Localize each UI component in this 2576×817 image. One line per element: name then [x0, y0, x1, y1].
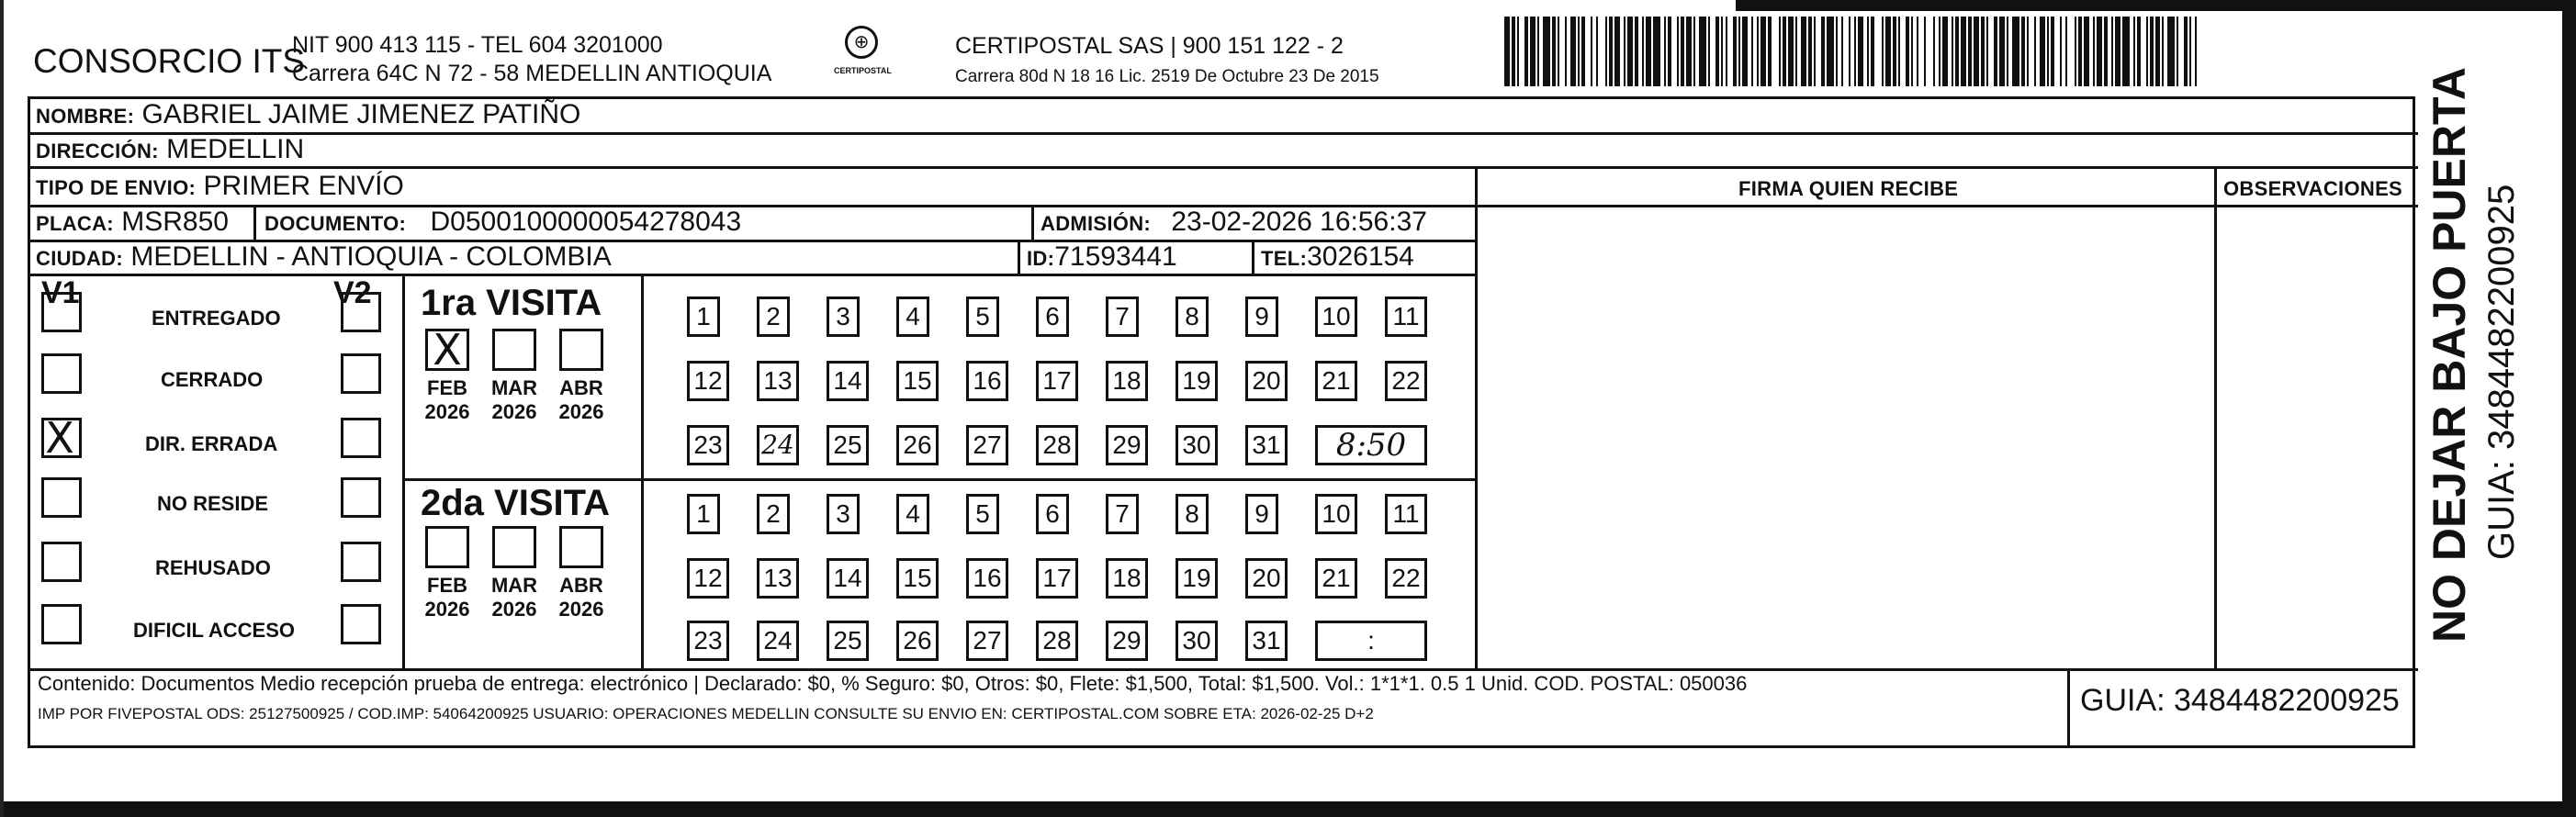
contenido-text: Contenido: Documentos Medio recepción prueba de entrega: electrónico | Declarado: $0, % Seguro: $0, Otros: $0, Flete: $1,500, Total: $1,500. Vol.: 1*1*1. 0.5 1 Unid. COD. POSTAL: 050036 [38, 672, 1748, 695]
month-name: ABR [559, 574, 603, 597]
row-divider [1475, 205, 2418, 207]
month-checkbox[interactable] [559, 526, 603, 568]
check-mark-icon: X [433, 325, 462, 375]
second-visit-day[interactable]: 21 [1315, 558, 1357, 599]
footer-divider [30, 668, 2418, 671]
first-visit-day[interactable]: 21 [1315, 361, 1357, 401]
second-visit-time[interactable]: : [1315, 621, 1427, 661]
barcode-gap [1598, 17, 1605, 86]
company-name: CONSORCIO ITS [33, 42, 306, 80]
second-visit-day[interactable]: 9 [1245, 494, 1278, 534]
v1-header: V1 [41, 275, 80, 310]
month-label [415, 376, 479, 424]
first-visit-day[interactable]: 5 [966, 297, 999, 337]
second-visit-day[interactable]: 15 [896, 558, 939, 599]
v1-checkbox[interactable] [41, 542, 82, 582]
status-label: NO RESIDE [157, 492, 269, 515]
second-visit-day[interactable]: 29 [1106, 621, 1148, 661]
direccion-value: MEDELLIN [166, 134, 305, 164]
header [0, 0, 2443, 96]
frame-edge-right [2562, 9, 2576, 817]
admision-value: 23-02-2026 16:56:37 [1171, 207, 1427, 237]
first-visit-time[interactable]: 8:50 [1315, 425, 1427, 465]
first-visit-day[interactable]: 10 [1315, 297, 1357, 337]
second-visit-day[interactable]: 16 [966, 558, 1008, 599]
first-visit-day[interactable]: 20 [1245, 361, 1288, 401]
first-visit-day[interactable]: 1 [687, 297, 720, 337]
firma-col-divider [1475, 166, 1478, 668]
barcode-bar [1543, 17, 1550, 86]
id-value: 71593441 [1054, 241, 1177, 272]
certipostal-info [955, 31, 1379, 92]
barcode-gap [1874, 17, 1882, 86]
first-visit-day[interactable]: 11 [1385, 297, 1427, 337]
month-divider [641, 274, 644, 668]
barcode-bar [1699, 17, 1706, 86]
second-visit-day[interactable]: 22 [1385, 558, 1427, 599]
second-visit-day[interactable]: 20 [1245, 558, 1288, 599]
month-year: 2026 [424, 400, 470, 423]
frame-edge-left [0, 0, 4, 817]
first-visit-day[interactable]: 23 [687, 425, 729, 465]
v1-checkbox[interactable] [41, 292, 82, 332]
logo-icon: ⊕ [845, 26, 878, 59]
v2-checkbox[interactable] [341, 604, 381, 644]
observaciones-label: OBSERVACIONES [2223, 177, 2403, 200]
placa-field [36, 207, 229, 238]
placa-divider [253, 205, 256, 240]
month-name: MAR [490, 376, 538, 399]
second-visit-day[interactable]: 24 [757, 621, 799, 661]
frame-edge-bottom [0, 801, 2576, 817]
id-label: ID: [1027, 247, 1055, 270]
first-visit-day[interactable]: 13 [757, 361, 799, 401]
certi-sub: Carrera 80d N 18 16 Lic. 2519 De Octubre 23 De 2015 [955, 67, 1379, 86]
second-visit-day[interactable]: 12 [687, 558, 729, 599]
v2-checkbox[interactable] [341, 542, 381, 582]
month-label [482, 574, 546, 621]
nombre-value: GABRIEL JAIME JIMENEZ PATIÑO [141, 99, 581, 129]
no-dejar-warning: NO DEJAR BAJO PUERTA [2424, 67, 2475, 643]
second-visit-day[interactable]: 11 [1385, 494, 1427, 534]
month-year: 2026 [424, 598, 470, 621]
month-name: ABR [559, 376, 603, 399]
first-visit-day[interactable]: 25 [827, 425, 869, 465]
first-visit-day[interactable]: 7 [1106, 297, 1139, 337]
v2-checkbox[interactable] [341, 418, 381, 458]
month-label [549, 376, 613, 424]
second-visit-day[interactable]: 4 [896, 494, 929, 534]
nombre-label: NOMBRE: [36, 105, 135, 128]
month-year: 2026 [558, 400, 604, 423]
v2-header: V2 [333, 275, 372, 310]
imp-text: IMP POR FIVEPOSTAL ODS: 25127500925 / COD.IMP: 54064200925 USUARIO: OPERACIONES MEDELLIN CONSULTE SU ENVIO EN: CERTIPOSTAL.COM SOBRE ETA: 2026-02-25 D+2 [38, 705, 1374, 722]
id-field [1027, 241, 1177, 273]
first-visit-day[interactable]: 2 [757, 297, 790, 337]
second-visit-day[interactable]: 30 [1176, 621, 1218, 661]
barcode-gap [2197, 17, 2202, 86]
ciudad-field [36, 241, 612, 273]
documento-value: D0500100000054278043 [430, 207, 742, 237]
v1-checkbox[interactable] [41, 353, 82, 394]
first-visit-day[interactable]: 29 [1106, 425, 1148, 465]
barcode-bar [1653, 17, 1660, 86]
barcode-gap [1926, 17, 1933, 86]
ciudad-label: CIUDAD: [36, 247, 123, 270]
second-visit-day[interactable]: 10 [1315, 494, 1357, 534]
second-visit-title: 2da VISITA [421, 483, 610, 523]
visit-divider [402, 478, 1475, 481]
first-visit-day[interactable]: 28 [1036, 425, 1078, 465]
second-visit-day[interactable]: 26 [896, 621, 939, 661]
direccion-label: DIRECCIÓN: [36, 140, 159, 162]
footer-guia: GUIA: 3484482200925 [2080, 683, 2400, 718]
barcode [1504, 17, 2202, 86]
second-visit-day[interactable]: 5 [966, 494, 999, 534]
barcode-gap [1772, 17, 1779, 86]
month-name: MAR [490, 574, 538, 597]
direccion-field [36, 134, 304, 165]
status-label: CERRADO [161, 368, 264, 391]
second-visit-day[interactable]: 31 [1245, 621, 1288, 661]
second-visit-day[interactable]: 25 [827, 621, 869, 661]
first-visit-day[interactable]: 30 [1176, 425, 1218, 465]
obs-col-divider [2214, 166, 2217, 668]
v2-checkbox[interactable] [341, 353, 381, 394]
documento-field [264, 207, 741, 238]
status-label: REHUSADO [155, 556, 271, 579]
tel-divider [1252, 240, 1254, 274]
second-visit-day[interactable]: 8 [1176, 494, 1209, 534]
guia-divider [2067, 668, 2070, 748]
second-visit-day[interactable]: 27 [966, 621, 1008, 661]
first-visit-title: 1ra VISITA [421, 283, 602, 323]
barcode-bar [2122, 17, 2130, 86]
address-line: Carrera 64C N 72 - 58 MEDELLIN ANTIOQUIA [292, 61, 772, 86]
second-visit-day[interactable]: 7 [1106, 494, 1139, 534]
second-visit-day[interactable]: 2 [757, 494, 790, 534]
nit-line: NIT 900 413 115 - TEL 604 3201000 [292, 32, 663, 58]
month-name: FEB [427, 574, 467, 597]
second-visit-day[interactable]: 23 [687, 621, 729, 661]
first-visit-day[interactable]: 17 [1036, 361, 1078, 401]
placa-value: MSR850 [121, 207, 229, 237]
second-visit-day[interactable]: 18 [1106, 558, 1148, 599]
row-divider [30, 166, 2418, 169]
first-visit-day[interactable]: 24 [757, 425, 799, 465]
tipo-label: TIPO DE ENVIO: [36, 176, 197, 199]
admision-divider [1031, 205, 1034, 240]
first-visit-day[interactable]: 3 [827, 297, 860, 337]
second-visit-day[interactable]: 14 [827, 558, 869, 599]
status-divider [402, 274, 405, 668]
first-visit-day[interactable]: 16 [966, 361, 1008, 401]
second-visit-day[interactable]: 28 [1036, 621, 1078, 661]
month-checkbox[interactable] [492, 526, 536, 568]
first-visit-day[interactable]: 18 [1106, 361, 1148, 401]
v2-checkbox[interactable] [341, 292, 381, 332]
v1-checkbox[interactable] [41, 604, 82, 644]
v2-checkbox[interactable] [341, 477, 381, 518]
barcode-bar [1827, 17, 1834, 86]
side-guia: GUIA: 3484482200925 [2481, 184, 2522, 560]
barcode-gap [2067, 17, 2075, 86]
tipo-field [36, 171, 404, 202]
second-visit-day[interactable]: 6 [1036, 494, 1069, 534]
month-checkbox[interactable] [559, 329, 603, 371]
barcode-bar [2012, 17, 2019, 86]
admision-label: ADMISIÓN: [1041, 212, 1152, 235]
first-visit-day[interactable]: 4 [896, 297, 929, 337]
row-divider [30, 274, 1475, 276]
second-visit-day[interactable]: 17 [1036, 558, 1078, 599]
first-visit-day[interactable]: 14 [827, 361, 869, 401]
barcode-bar [2167, 17, 2175, 86]
first-visit-day[interactable]: 22 [1385, 361, 1427, 401]
second-visit-day[interactable]: 13 [757, 558, 799, 599]
certipostal-logo [834, 26, 892, 86]
first-visit-day[interactable]: 31 [1245, 425, 1288, 465]
second-visit-day[interactable]: 3 [827, 494, 860, 534]
month-checkbox[interactable] [492, 329, 536, 371]
first-visit-day[interactable]: 6 [1036, 297, 1069, 337]
v1-checkbox[interactable] [41, 477, 82, 518]
nombre-field [36, 99, 580, 130]
month-label [482, 376, 546, 424]
delivery-form [28, 96, 2415, 748]
first-visit-day[interactable]: 15 [896, 361, 939, 401]
month-label [549, 574, 613, 621]
second-visit-day[interactable]: 1 [687, 494, 720, 534]
company-info [292, 31, 771, 88]
first-visit-day[interactable]: 12 [687, 361, 729, 401]
tipo-value: PRIMER ENVÍO [203, 171, 404, 201]
month-label [415, 574, 479, 621]
status-label: ENTREGADO [152, 307, 281, 330]
tel-value: 3026154 [1307, 241, 1414, 272]
check-mark-icon: X [45, 413, 74, 463]
documento-label: DOCUMENTO: [264, 212, 407, 235]
first-visit-day[interactable]: 19 [1176, 361, 1218, 401]
first-visit-day[interactable]: 8 [1176, 297, 1209, 337]
first-visit-day[interactable]: 27 [966, 425, 1008, 465]
admision-field [1041, 207, 1427, 238]
month-checkbox[interactable] [425, 526, 469, 568]
logo-text: CERTIPOSTAL [834, 66, 892, 75]
certi-line: CERTIPOSTAL SAS | 900 151 122 - 2 [955, 33, 1344, 59]
tel-field [1261, 241, 1414, 273]
ciudad-value: MEDELLIN - ANTIOQUIA - COLOMBIA [130, 241, 612, 272]
status-label: DIR. ERRADA [145, 432, 278, 455]
month-year: 2026 [558, 598, 604, 621]
month-name: FEB [427, 376, 467, 399]
status-label: DIFICIL ACCESO [133, 619, 296, 642]
first-visit-day[interactable]: 9 [1245, 297, 1278, 337]
first-visit-day[interactable]: 26 [896, 425, 939, 465]
month-year: 2026 [491, 598, 537, 621]
row-divider [30, 132, 2418, 135]
id-divider [1018, 240, 1020, 274]
firma-label: FIRMA QUIEN RECIBE [1738, 177, 1959, 200]
second-visit-day[interactable]: 19 [1176, 558, 1218, 599]
placa-label: PLACA: [36, 212, 114, 235]
tel-label: TEL: [1261, 247, 1308, 270]
month-year: 2026 [491, 400, 537, 423]
